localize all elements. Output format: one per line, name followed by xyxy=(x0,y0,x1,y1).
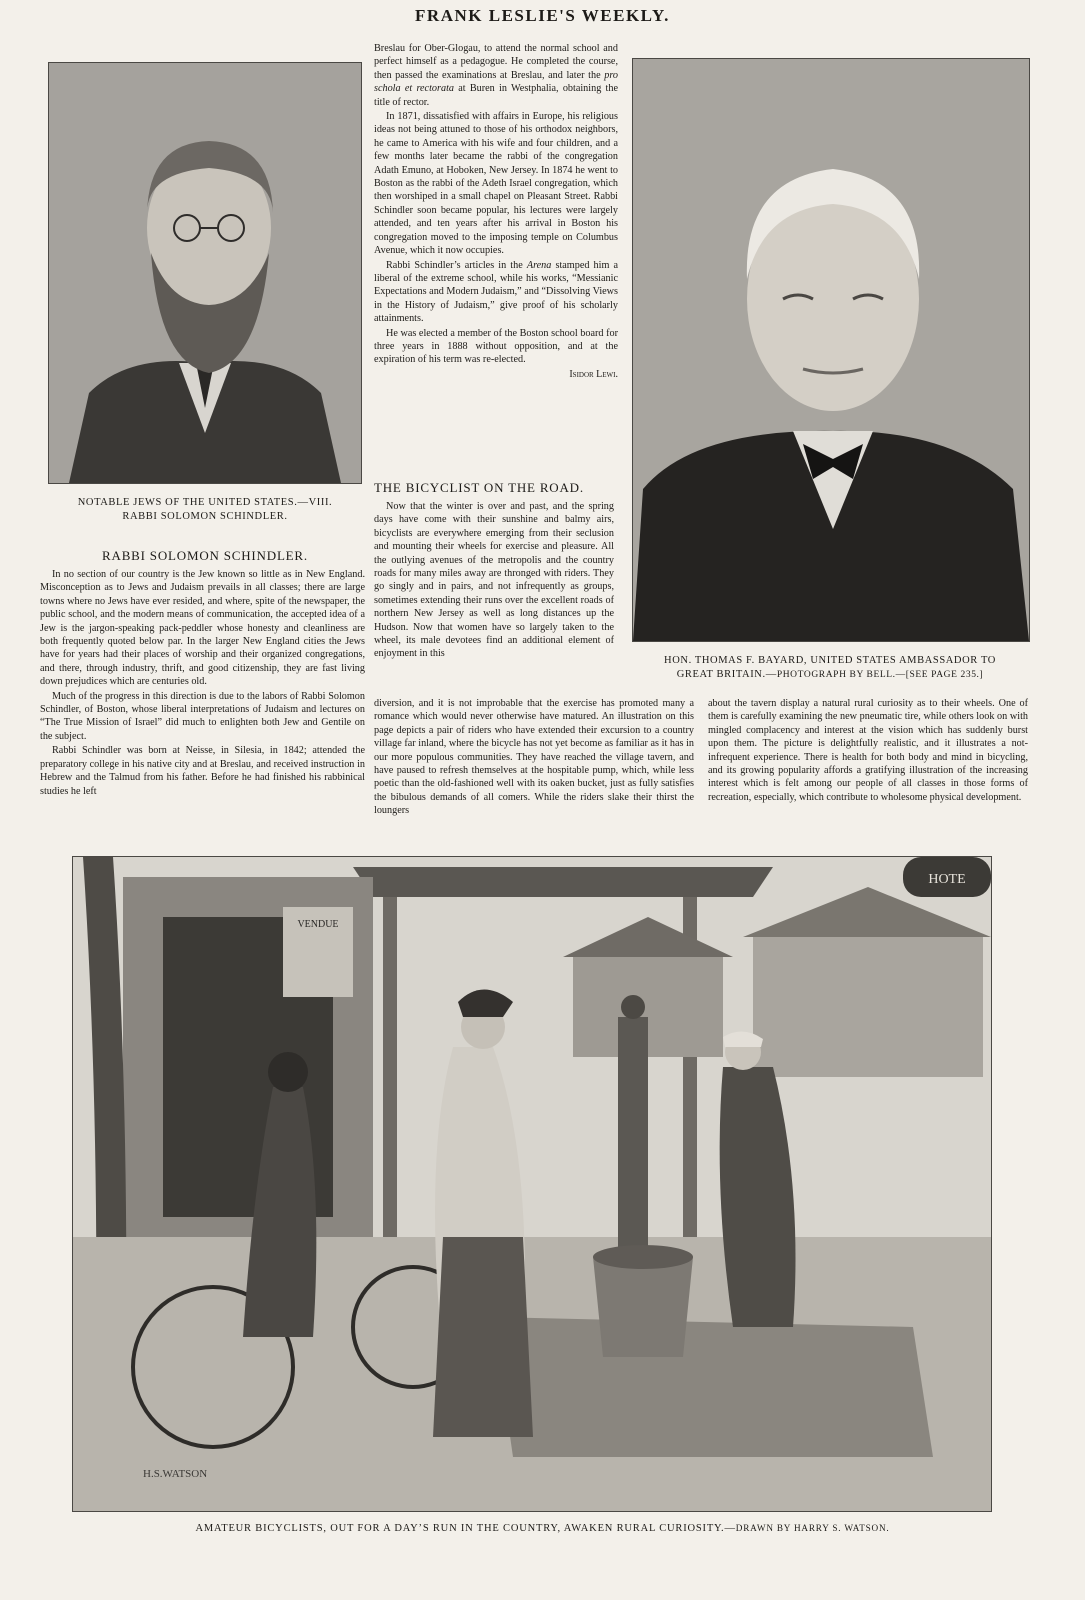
bayard-caption xyxy=(628,654,1032,682)
schindler-caption-line2: RABBI SOLOMON SCHINDLER. xyxy=(122,511,288,522)
bicyclist-paragraph: about the tavern display a natural rural curiosity as to their wheels. One of them is carefully examining the new pneumatic tire, while others look on with mingled complacency and interest at the vision which has suddenly burst upon them. The picture is delightfully realistic, and it illustrates a not-infrequent experience. There is health for both body and mind in bicycling, and its growing popularity affords a gratifying illustration of the increasing interest which is felt among our people of all classes in those forms of recreation, especially, which contribute to wholesome physical development. xyxy=(708,698,1028,803)
bayard-caption-line1: HON. THOMAS F. BAYARD, UNITED STATES AMBASSADOR TO xyxy=(664,655,996,666)
artist-signature: H.S.WATSON xyxy=(143,1468,208,1480)
bicyclist-article-col2 xyxy=(374,500,614,662)
schindler-caption-line1: NOTABLE JEWS OF THE UNITED STATES.—VIII. xyxy=(77,497,333,508)
bayard-portrait xyxy=(632,58,1030,642)
bicyclist-heading: THE BICYCLIST ON THE ROAD. xyxy=(374,480,584,495)
illustration-credit: DRAWN BY HARRY S. WATSON. xyxy=(735,1523,890,1533)
bicyclist-paragraph: Now that the winter is over and past, and the spring days have come with their sunshine and balmy airs, bicyclists are everywhere emerging from their seclusion and mounting their wheels for exercise and pleasure. All the outlying avenues of the metropolis and the country roads for many miles away are thronged with riders. They go singly and in pairs, and not infrequently as groups, sometimes extending their runs over the excellent roads of northern New Jersey as well as long distances up the Hudson. Now that women have so largely taken to the wheel, its male devotees find an additional element of enjoyment in this xyxy=(374,501,614,660)
schindler-article-col1 xyxy=(40,568,365,799)
schindler-heading: RABBI SOLOMON SCHINDLER. xyxy=(102,548,308,563)
bicyclist-article-right xyxy=(708,697,1028,805)
schindler-paragraph: Rabbi Schindler was born at Neisse, in Silesia, in 1842; attended the preparatory college in his native city and at Breslau, and received instruction in Hebrew and the Talmud from his father. Before he had finished his rabbinical studies he left xyxy=(40,745,365,797)
bicyclists-illustration xyxy=(72,856,992,1512)
schindler-paragraph: Rabbi Schindler’s articles in the Arena stamped him a liberal of the extreme school, while his works, “Messianic Expectations and Modern Judaism,” and “Dissolving Views in the History of Judaism,” give proof of his scholarly attainments. xyxy=(374,259,619,325)
schindler-paragraph: Much of the progress in this direction is due to the labors of Rabbi Solomon Schindler, of Boston, whose liberal interpretations of Judaism and lectures on “The True Mission of Israel” did much to enlighten both Jew and Gentile on the subject. xyxy=(40,690,365,742)
bayard-caption-line2: GREAT BRITAIN.—PHOTOGRAPH BY BELL.—[SEE PAGE 235.] xyxy=(676,669,984,680)
venue-sign-text: VENDUE xyxy=(297,919,339,930)
schindler-paragraph: Breslau for Ober-Glogau, to attend the normal school and perfect himself as a pedagogue. He completed the course, then passed the examinations at Breslau, and later the pro schola et rectorata at Buren in Westphalia, obtaining the title of rector. xyxy=(374,43,618,108)
illustration-caption: AMATEUR BICYCLISTS, OUT FOR A DAY’S RUN IN THE COUNTRY, AWAKEN RURAL CURIOSITY.—DRAWN BY HARRY S. WATSON. xyxy=(195,1523,890,1534)
schindler-portrait xyxy=(48,62,362,484)
photo-credit: PHOTOGRAPH BY BELL. xyxy=(776,670,896,680)
masthead: FRANK LESLIE'S WEEKLY. xyxy=(415,6,670,25)
hotel-sign-text: HOTE xyxy=(928,872,966,887)
schindler-article-col2 xyxy=(374,42,618,381)
schindler-caption xyxy=(40,496,370,524)
page-reference: —[SEE PAGE 235.] xyxy=(895,670,984,680)
bicyclist-article-wide xyxy=(374,697,694,819)
schindler-paragraph: In 1871, dissatisfied with affairs in Europe, his religious ideas not being attuned to those of his orthodox neighbors, he came to America with his wife and four children, and a few months later became the rabbi of the congregation Adath Emuno, at Hoboken, New Jersey. In 1874 he went to Boston as the rabbi of the Adeth Israel congregation, which then worshiped in a small chapel on Pleasant Street. Rabbi Schindler soon became popular, his lectures were largely attended, and ten years after his arrival in Boston his congregation moved to the imposing temple on Columbus Avenue, which it now occupies. xyxy=(374,111,618,257)
bicyclist-paragraph: diversion, and it is not improbable that the exercise has promoted many a romance which would never otherwise have matured. An illustration on this page depicts a pair of riders who have extended their excursion to a country village far inland, where the bicycle has not yet become as familiar as it has in our more populous communities. They have reached the village tavern, and have paused to refresh themselves at the hospitable pump, which, while less poetic than the old-fashioned well with its oaken bucket, just as fully satisfies the bibulous demands of all comers. While the riders slake their thirst the loungers xyxy=(374,698,694,817)
author-signature: Isidor Lewi. xyxy=(569,368,618,380)
schindler-paragraph: In no section of our country is the Jew known so little as in New England. Misconception as to Jews and Judaism prevails in all classes; there are large towns where no Jews have ever resided, and where, spite of the newspaper, the public school, and the modern means of communication, the accepted idea of a Jew is the jargon-speaking pack-peddler whose honesty and cleanliness are both frequently quoted below par. In the larger New England cities the Jews have for years had their places of worship and their organized congregations, and there, through industry, thrift, and good citizenship, they are fast living down prejudices which are centuries old. xyxy=(40,569,365,688)
schindler-paragraph: He was elected a member of the Boston school board for three years in 1888 without opposition, and at the expiration of his term was re-elected. xyxy=(374,327,618,366)
